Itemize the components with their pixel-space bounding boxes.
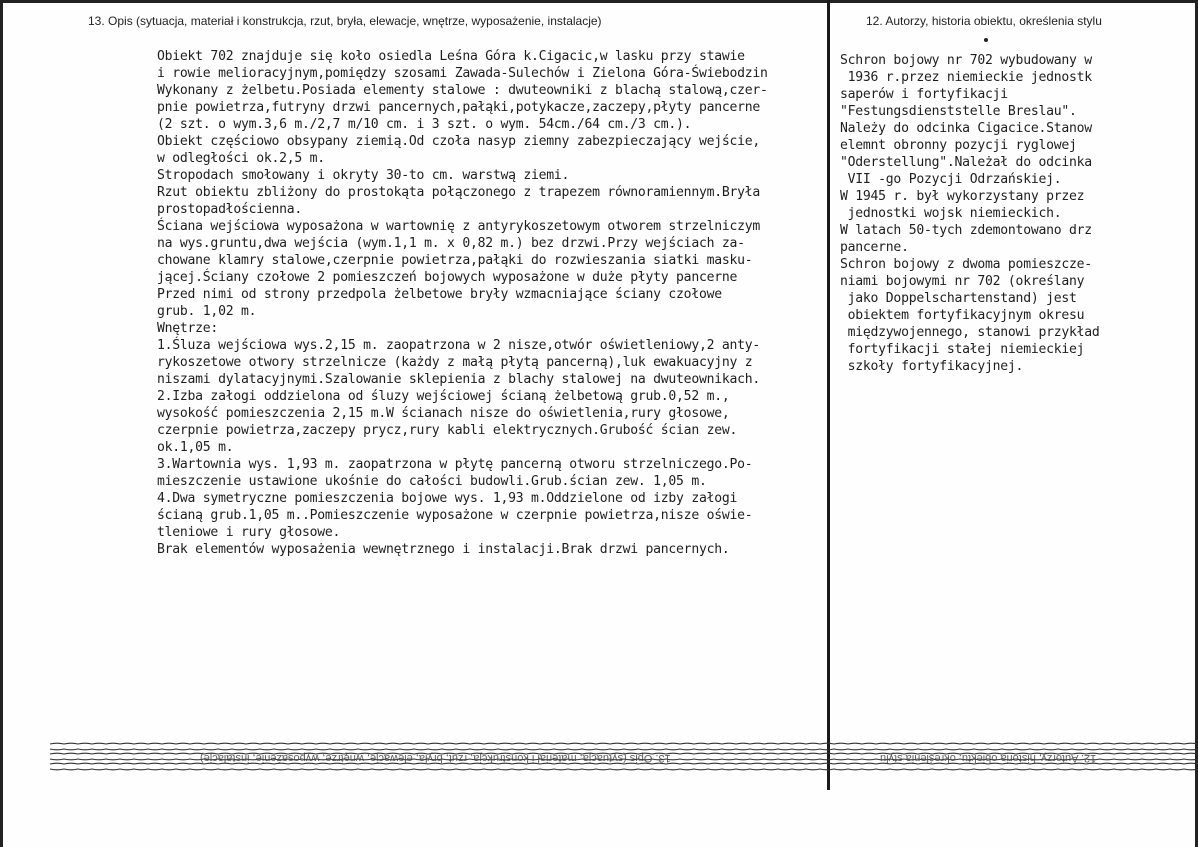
history-line: jednostki wojsk niemieckich. (840, 206, 1062, 221)
description-line: ok.1,05 m. (157, 440, 234, 455)
top-border (0, 0, 1198, 3)
history-line: obiektem fortyfikacyjnym okresu (840, 308, 1085, 323)
description-line: tleniowe i rury głosowe. (157, 525, 341, 540)
description-line: jącej.Ściany czołowe 2 pomieszczeń bojowych wyposażone w duże płyty pancerne (157, 270, 738, 285)
description-line: Brak elementów wyposażenia wewnętrznego i instalacji.Brak drzwi pancernych. (157, 542, 730, 557)
description-line: 3.Wartownia wys. 1,93 m. zaopatrzona w płytę pancerną otworu strzelniczego.Po- (157, 457, 753, 472)
description-line: Wnętrze: (157, 321, 219, 336)
section-12-heading: 12. Autorzy, historia obiektu, określenia stylu (866, 14, 1102, 28)
ink-dot-mark (984, 38, 988, 42)
description-line: na wys.gruntu,dwa wejścia (wym.1,1 m. x 0,82 m.) bez drzwi.Przy wejściach za- (157, 236, 745, 251)
history-line: "Oderstellung".Należał do odcinka (840, 155, 1092, 170)
history-line: elemnt obronny pozycji ryglowej (840, 138, 1077, 153)
description-line: prostopadłościenna. (157, 202, 303, 217)
history-line: VII -go Pozycji Odrzańskiej. (840, 172, 1062, 187)
history-line: szkoły fortyfikacyjnej. (840, 359, 1024, 374)
history-line: 1936 r.przez niemieckie jednostk (840, 70, 1092, 85)
description-line: Rzut obiektu zbliżony do prostokąta połączonego z trapezem równoramiennym.Bryła (157, 185, 761, 200)
description-line: pnie powietrza,futryny drzwi pancernych,pałąki,potykacze,zaczepy,płyty pancerne (157, 100, 761, 115)
description-line: niszami dylatacyjnymi.Szalowanie sklepienia z blachy stalowej na dwuteownikach. (157, 372, 761, 387)
wave-line (50, 743, 1198, 744)
description-line: Wykonany z żelbetu.Posiada elementy stalowe : dwuteowniki z blachą stalową,czer- (157, 83, 768, 98)
description-line: 2.Izba załogi oddzielona od śluzy wejściowej ścianą żelbetową grub.0,52 m., (157, 389, 730, 404)
mirrored-heading-left: 13. Opis (sytuacja, materiał i konstrukcja, rzut, bryła, elewacje, wnętrze, wyposażenie, instalacje) (200, 752, 671, 764)
history-line: saperów i fortyfikacji (840, 87, 1008, 102)
history-line: międzywojennego, stanowi przykład (840, 325, 1100, 340)
description-text (157, 48, 827, 558)
history-line: Schron bojowy z dwoma pomieszcze- (840, 257, 1092, 272)
section-13-heading: 13. Opis (sytuacja, materiał i konstrukcja, rzut, bryła, elewacje, wnętrze, wyposażenie, instalacje) (88, 14, 602, 28)
description-line: Ściana wejściowa wyposażona w wartownię z antyrykoszetowym otworem strzelniczym (157, 219, 761, 234)
description-line: i rowie melioracyjnym,pomiędzy szosami Zawada-Sulechów i Zielona Góra-Świebodzin (157, 66, 768, 81)
description-line: chowane klamry stalowe,czerpnie powietrza,pałąki do rozwieszania siatki masku- (157, 253, 753, 268)
history-line: W 1945 r. był wykorzystany przez (840, 189, 1085, 204)
description-line: Przed nimi od strony przedpola żelbetowe bryły wzmacniające ściany czołowe (157, 287, 722, 302)
history-line: niami bojowymi nr 702 (określany (840, 274, 1085, 289)
description-line: wysokość pomieszczenia 2,15 m.W ścianach nisze do oświetlenia,rury głosowe, (157, 406, 730, 421)
mirrored-heading-right: 12. Autorzy, historia obiektu, określenia stylu (880, 752, 1097, 764)
wave-line (50, 749, 1198, 750)
left-border (0, 0, 3, 847)
description-line: czerpnie powietrza,zaczepy prycz,rury kabli elektrycznych.Grubość ścian zew. (157, 423, 738, 438)
wave-line (50, 769, 1198, 770)
history-line: jako Doppelschartenstand) jest (840, 291, 1077, 306)
history-line: fortyfikacji stałej niemieckiej (840, 342, 1085, 357)
description-line: grub. 1,02 m. (157, 304, 257, 319)
description-line: Obiekt 702 znajduje się koło osiedla Leśna Góra k.Cigacic,w lasku przy stawie (157, 49, 745, 64)
description-line: 1.Śluza wejściowa wys.2,15 m. zaopatrzona w 2 nisze,otwór oświetleniowy,2 anty- (157, 338, 761, 353)
description-line: Obiekt częściowo obsypany ziemią.Od czoła nasyp ziemny zabezpieczający wejście, (157, 134, 761, 149)
history-line: "Festungsdienststelle Breslau". (840, 104, 1077, 119)
history-text (840, 52, 1192, 375)
history-line: pancerne. (840, 240, 909, 255)
history-line: W latach 50-tych zdemontowano drz (840, 223, 1092, 238)
description-line: Stropodach smołowany i okryty 30-to cm. warstwą ziemi. (157, 168, 570, 183)
history-line: Schron bojowy nr 702 wybudowany w (840, 53, 1092, 68)
description-line: 4.Dwa symetryczne pomieszczenia bojowe wys. 1,93 m.Oddzielone od izby załogi (157, 491, 738, 506)
description-line: mieszczenie ustawione ukośnie do całości budowli.Grub.ścian zew. 1,05 m. (157, 474, 707, 489)
history-line: Należy do odcinka Cigacice.Stanow (840, 121, 1092, 136)
column-divider (827, 0, 830, 790)
description-line: (2 szt. o wym.3,6 m./2,7 m/10 cm. i 3 szt. o wym. 54cm./64 cm./3 cm.). (157, 117, 692, 132)
description-line: ścianą grub.1,05 m..Pomieszczenie wyposażone w czerpnie powietrza,nisze oświe- (157, 508, 753, 523)
description-line: rykoszetowe otwory strzelnicze (każdy z małą płytą pancerną),luk ewakuacyjny z (157, 355, 753, 370)
description-line: w odległości ok.2,5 m. (157, 151, 325, 166)
